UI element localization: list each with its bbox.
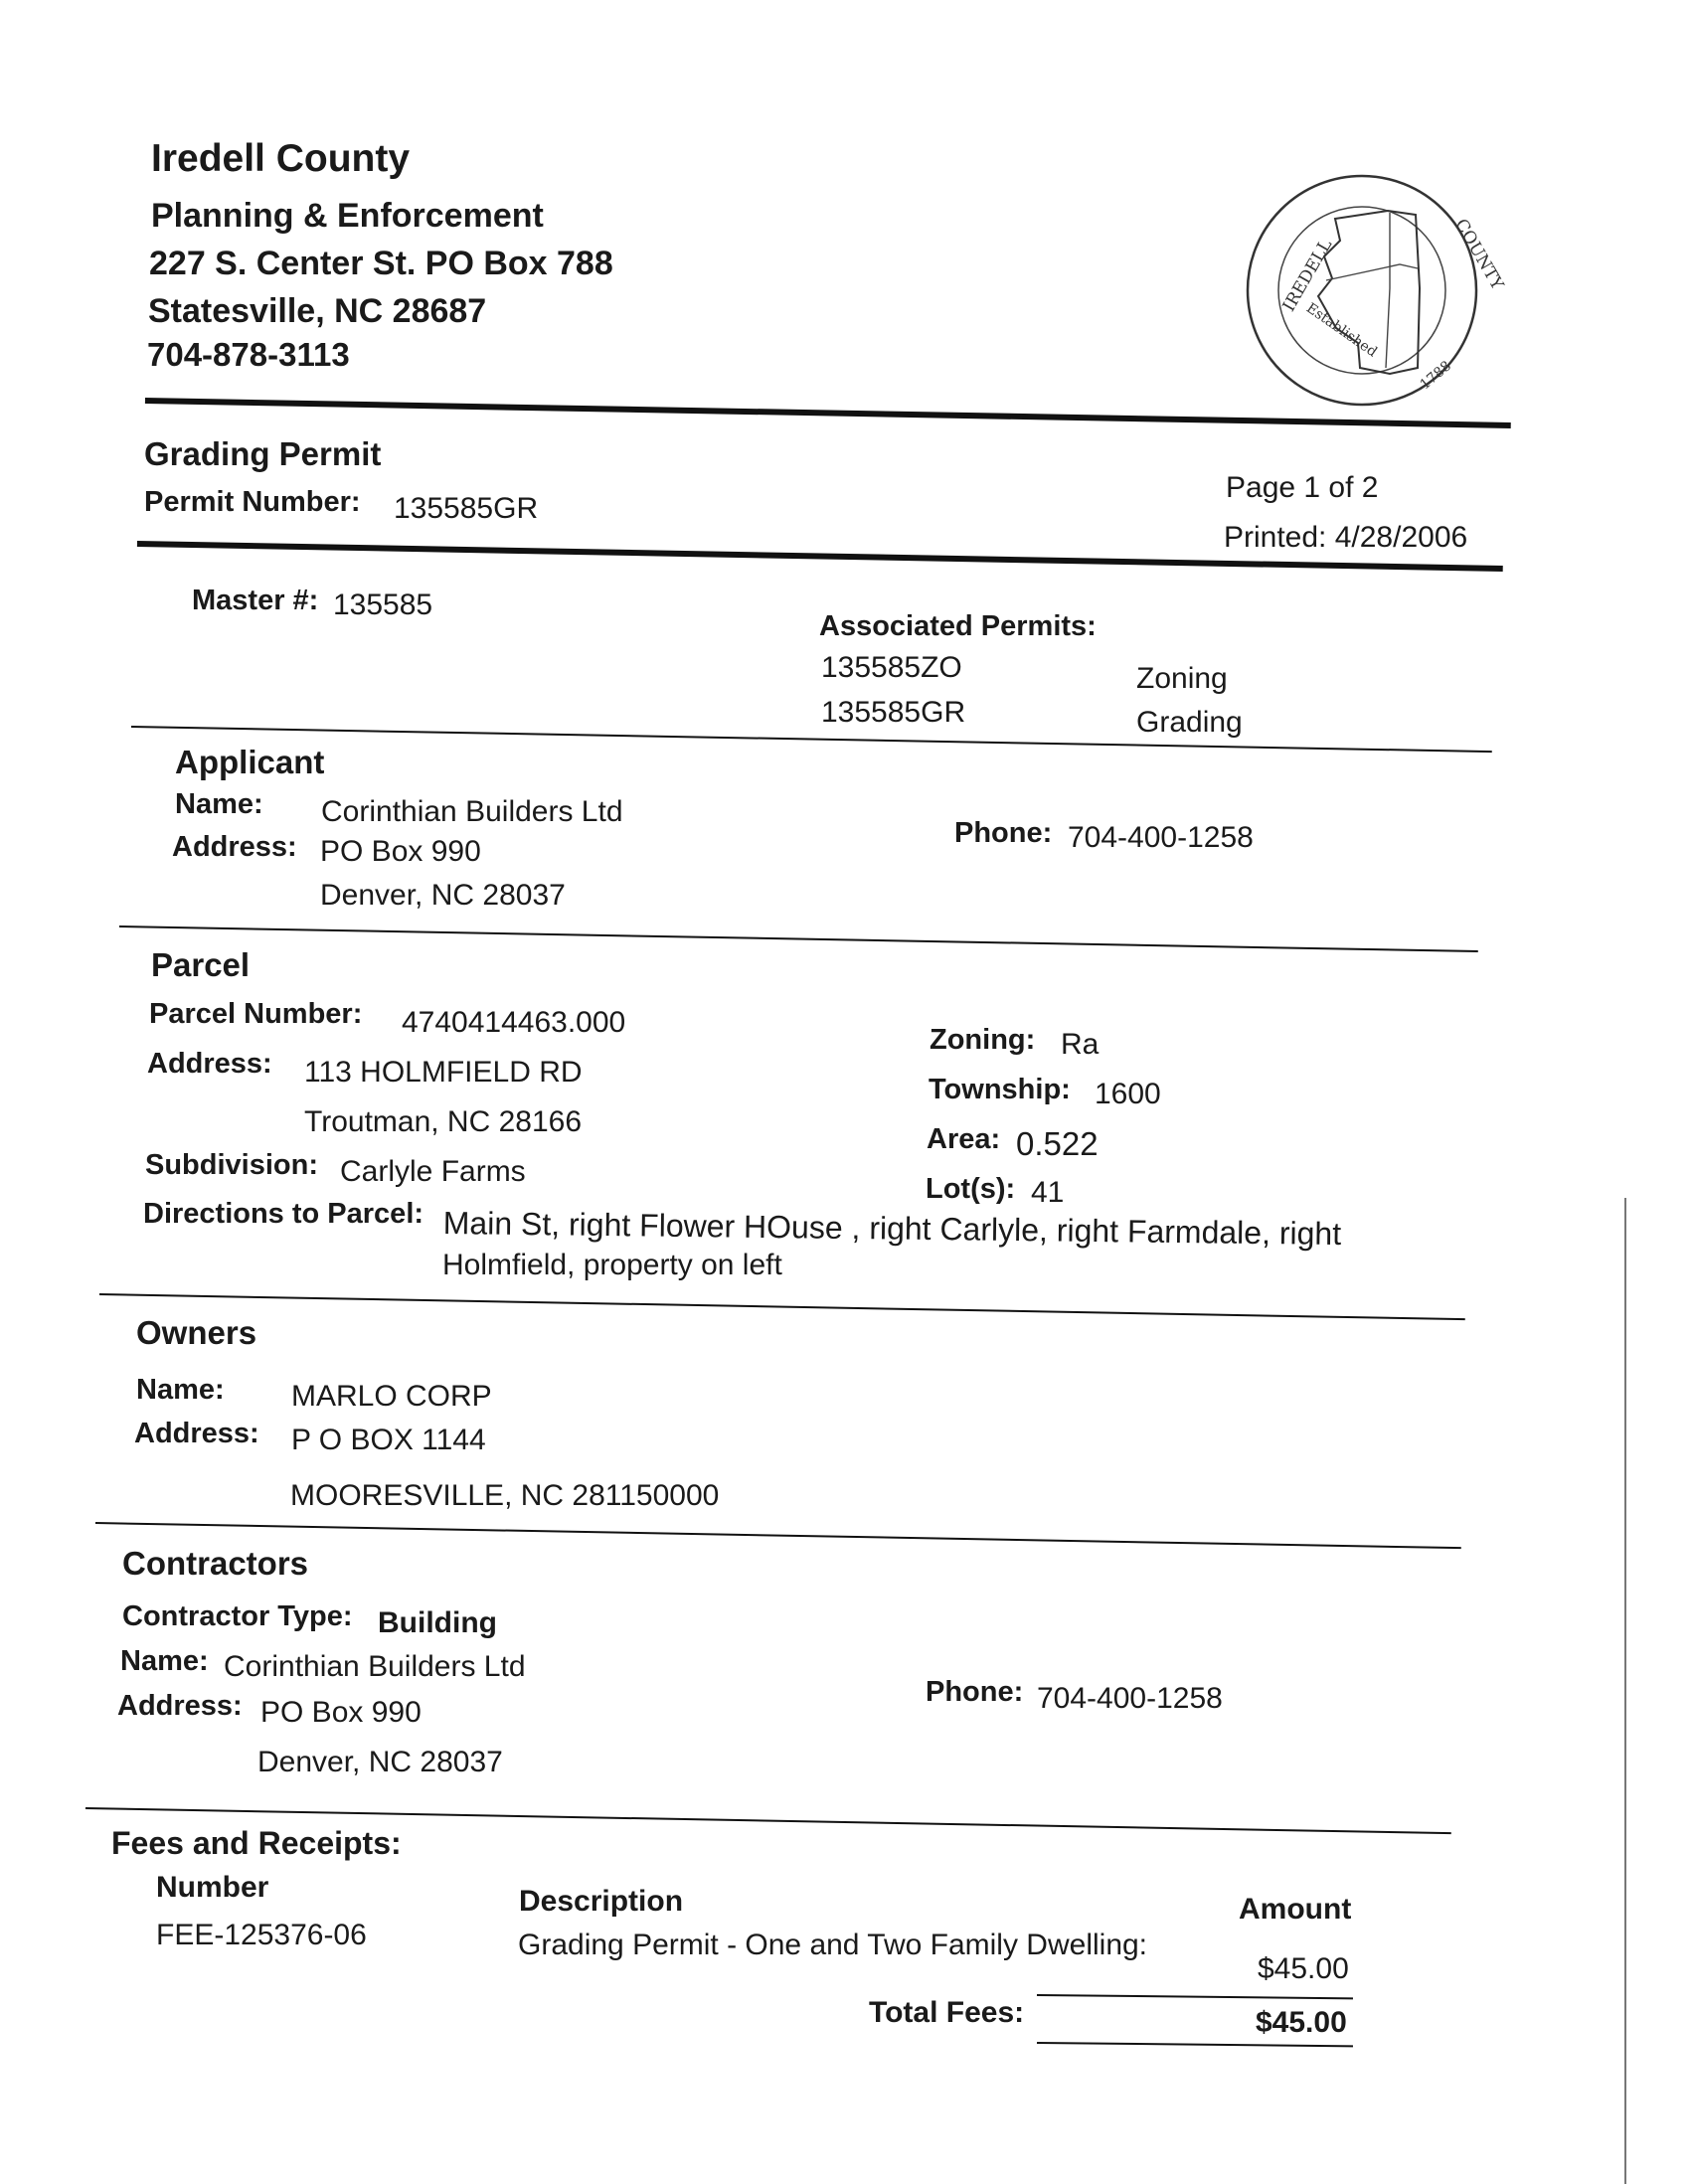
parcel-address-line2: Troutman, NC 28166: [304, 1105, 583, 1138]
svg-text:COUNTY: COUNTY: [1450, 215, 1507, 294]
township-label: Township:: [929, 1074, 1071, 1105]
total-fees-label: Total Fees:: [869, 1996, 1025, 2029]
fees-title: Fees and Receipts:: [111, 1825, 402, 1861]
permit-number-label: Permit Number:: [144, 486, 361, 518]
printed-date: Printed: 4/28/2006: [1224, 521, 1468, 554]
associated-permit-number: 135585GR: [821, 696, 966, 729]
section-divider: [99, 1293, 1465, 1320]
applicant-name: Corinthian Builders Ltd: [321, 795, 623, 828]
permit-number: 135585GR: [394, 492, 539, 525]
owner-address-line2: MOORESVILLE, NC 281150000: [290, 1479, 720, 1512]
zoning-label: Zoning:: [930, 1024, 1036, 1056]
master-number: 135585: [333, 588, 433, 621]
contractor-type-label: Contractor Type:: [122, 1600, 353, 1632]
fees-col-amount: Amount: [1239, 1893, 1352, 1926]
owner-name-label: Name:: [136, 1374, 225, 1406]
agency-address-line1: 227 S. Center St. PO Box 788: [149, 245, 613, 282]
owner-name: MARLO CORP: [291, 1380, 492, 1413]
agency-phone: 704-878-3113: [147, 336, 350, 373]
contractor-address-line1: PO Box 990: [260, 1696, 422, 1729]
contractor-address-line2: Denver, NC 28037: [257, 1746, 503, 1778]
contractor-name: Corinthian Builders Ltd: [224, 1650, 526, 1683]
agency-address-line2: Statesville, NC 28687: [148, 292, 487, 330]
associated-permit-type: Zoning: [1136, 662, 1228, 695]
applicant-address-label: Address:: [172, 831, 297, 863]
parcel-number: 4740414463.000: [402, 1006, 626, 1039]
associated-permit-number: 135585ZO: [821, 651, 962, 684]
township: 1600: [1095, 1078, 1161, 1110]
total-rule-top: [1037, 1994, 1353, 1999]
contractor-type: Building: [378, 1606, 497, 1639]
page-indicator: Page 1 of 2: [1226, 471, 1379, 504]
parcel-title: Parcel: [151, 946, 251, 983]
parcel-address-line1: 113 HOLMFIELD RD: [304, 1056, 583, 1089]
lots: 41: [1031, 1176, 1065, 1209]
area: 0.522: [1016, 1125, 1099, 1162]
applicant-title: Applicant: [175, 744, 325, 780]
applicant-name-label: Name:: [175, 788, 263, 820]
total-fees: $45.00: [1256, 2006, 1347, 2039]
total-rule-bottom: [1037, 2042, 1353, 2047]
contractor-name-label: Name:: [120, 1645, 209, 1677]
applicant-phone: 704-400-1258: [1068, 821, 1254, 854]
fee-description: Grading Permit - One and Two Family Dwelling:: [518, 1929, 1148, 1961]
permit-title: Grading Permit: [144, 435, 382, 472]
associated-permit-type: Grading: [1136, 706, 1243, 739]
associated-permits-label: Associated Permits:: [819, 610, 1097, 642]
agency-name: Iredell County: [151, 137, 411, 180]
contractor-phone-label: Phone:: [926, 1676, 1024, 1708]
svg-text:IREDELL: IREDELL: [1278, 236, 1337, 315]
subdivision: Carlyle Farms: [340, 1155, 526, 1188]
fees-col-description: Description: [519, 1885, 684, 1918]
applicant-phone-label: Phone:: [954, 817, 1053, 849]
fees-col-number: Number: [156, 1871, 269, 1904]
lots-label: Lot(s):: [926, 1173, 1016, 1205]
directions-label: Directions to Parcel:: [143, 1198, 424, 1230]
directions-line1: Main St, right Flower HOuse , right Carlyle, right Farmdale, right: [442, 1205, 1342, 1253]
county-seal-icon: [1241, 169, 1507, 412]
svg-text:1788: 1788: [1417, 358, 1455, 394]
department-name: Planning & Enforcement: [151, 197, 544, 235]
svg-text:Established: Established: [1302, 299, 1380, 361]
parcel-address-label: Address:: [147, 1048, 272, 1080]
owner-address-line1: P O BOX 1144: [291, 1424, 486, 1456]
contractors-title: Contractors: [122, 1545, 309, 1582]
applicant-address-line2: Denver, NC 28037: [320, 879, 566, 912]
applicant-address-line1: PO Box 990: [320, 835, 481, 868]
owner-address-label: Address:: [134, 1418, 259, 1449]
contractor-address-label: Address:: [117, 1690, 243, 1722]
fee-amount: $45.00: [1258, 1952, 1349, 1985]
parcel-number-label: Parcel Number:: [149, 998, 363, 1030]
fee-number: FEE-125376-06: [156, 1919, 367, 1951]
zoning: Ra: [1061, 1028, 1100, 1061]
subdivision-label: Subdivision:: [145, 1149, 318, 1181]
scan-edge-line: [1624, 1198, 1626, 2184]
master-label: Master #:: [192, 585, 319, 616]
area-label: Area:: [927, 1123, 1001, 1155]
directions-line2: Holmfield, property on left: [442, 1249, 782, 1281]
owners-title: Owners: [136, 1314, 257, 1351]
section-divider: [119, 925, 1478, 952]
contractor-phone: 704-400-1258: [1037, 1682, 1223, 1715]
section-divider: [131, 726, 1492, 753]
